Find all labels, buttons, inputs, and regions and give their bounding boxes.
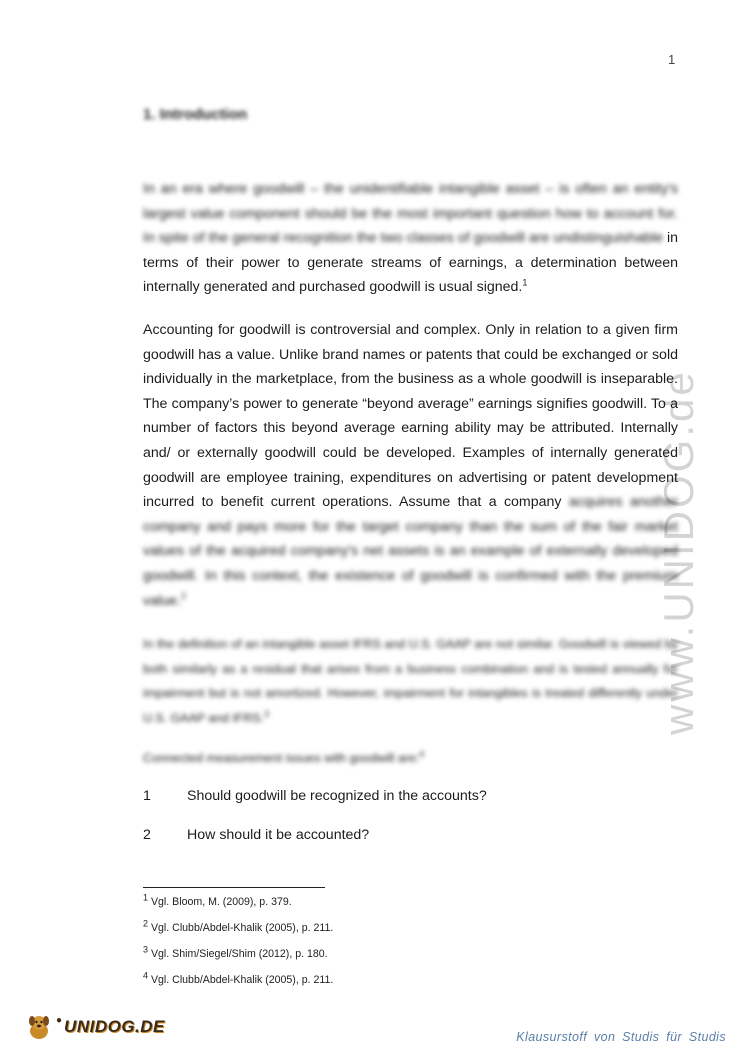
list-item <box>143 788 487 804</box>
blurred-text: acquires another company and pays more for the target company than the sum of the fair market values of the acquired company's net assets is an example of externally developed goodwill. In this context, the existence of goodwill is confirmed with the premium value. <box>143 494 678 609</box>
footnote-number: 3 <box>143 944 149 955</box>
footnote-divider <box>143 887 325 888</box>
footnote-number: 1 <box>143 892 149 903</box>
page-number: 1 <box>668 52 676 67</box>
footnote-ref: 1 <box>522 277 528 288</box>
footnote-text: Vgl. Bloom, M. (2009), p. 379. <box>150 896 292 908</box>
list-text: How should it be accounted? <box>187 827 370 843</box>
paragraph-intro <box>143 177 678 300</box>
footnote-number: 2 <box>143 918 149 929</box>
footer-tagline: Klausurstoff von Studis für Studis <box>516 1030 726 1044</box>
footnote-text: Vgl. Clubb/Abdel-Khalik (2005), p. 211. <box>150 922 334 934</box>
footnote-text: Vgl. Clubb/Abdel-Khalik (2005), p. 211. <box>150 974 334 986</box>
list-number: 1 <box>143 788 151 804</box>
paragraph-ifrs <box>143 632 678 730</box>
blurred-text: In the definition of an intangible asset IFRS and U.S. GAAP are not similar. Goodwill is viewed by both similarly as a residual that arises from a business combination and is tested annually for impairment but is not amortized. However, impairment for intangibles is treated differently under U.S. GAAP and IFRS. <box>143 637 678 725</box>
list-item <box>143 827 369 843</box>
blurred-text: In an era where goodwill – the unidentifiable intangible asset – is often an entity's largest value component should be the most important question how to account for. In spite of the general recognition the two classes of goodwill are undistinguishable <box>143 181 678 247</box>
footnote-text: Vgl. Shim/Siegel/Shim (2012), p. 180. <box>150 948 328 960</box>
logo-text: UNIDOG.DE <box>64 1017 165 1036</box>
dog-icon <box>24 1012 54 1042</box>
list-number: 2 <box>143 827 151 843</box>
paragraph-issues <box>143 746 678 771</box>
side-watermark: www.UNIDOG.de <box>655 369 702 735</box>
blurred-text: Connected measurement issues with goodwill are: <box>143 751 420 765</box>
paw-icon: ● <box>56 1014 63 1026</box>
footnote-number: 4 <box>143 970 149 981</box>
footnote-ref: 4 <box>419 748 425 759</box>
paragraph-goodwill <box>143 318 678 613</box>
unidog-logo[interactable] <box>24 1012 165 1042</box>
footnote-ref: 2 <box>180 590 186 601</box>
footnote <box>143 892 292 908</box>
footnote <box>143 918 334 934</box>
visible-text: in terms of their power to generate streams of earnings, a determination between internally generated and purchased goodwill is usual signed. <box>143 230 678 296</box>
section-heading: 1. Introduction <box>143 106 248 123</box>
list-text: Should goodwill be recognized in the accounts? <box>187 788 487 804</box>
footnote <box>143 970 334 986</box>
visible-text: Accounting for goodwill is controversial and complex. Only in relation to a given firm goodwill has a value. Unlike brand names or patents that could be exchanged or sold individually in the marketplace, from the business as a whole goodwill is inseparable. The company’s power to generate “beyond average” earnings signifies goodwill. To a number of factors this beyond average earning ability may be attributed. Internally and/ or externally goodwill could be developed. Examples of internally generated goodwill are employee training, expenditures on advertising or patent development incurred to benefit current operations. Assume that a company <box>143 322 678 511</box>
footnote <box>143 944 328 960</box>
footnote-ref: 3 <box>263 708 269 719</box>
